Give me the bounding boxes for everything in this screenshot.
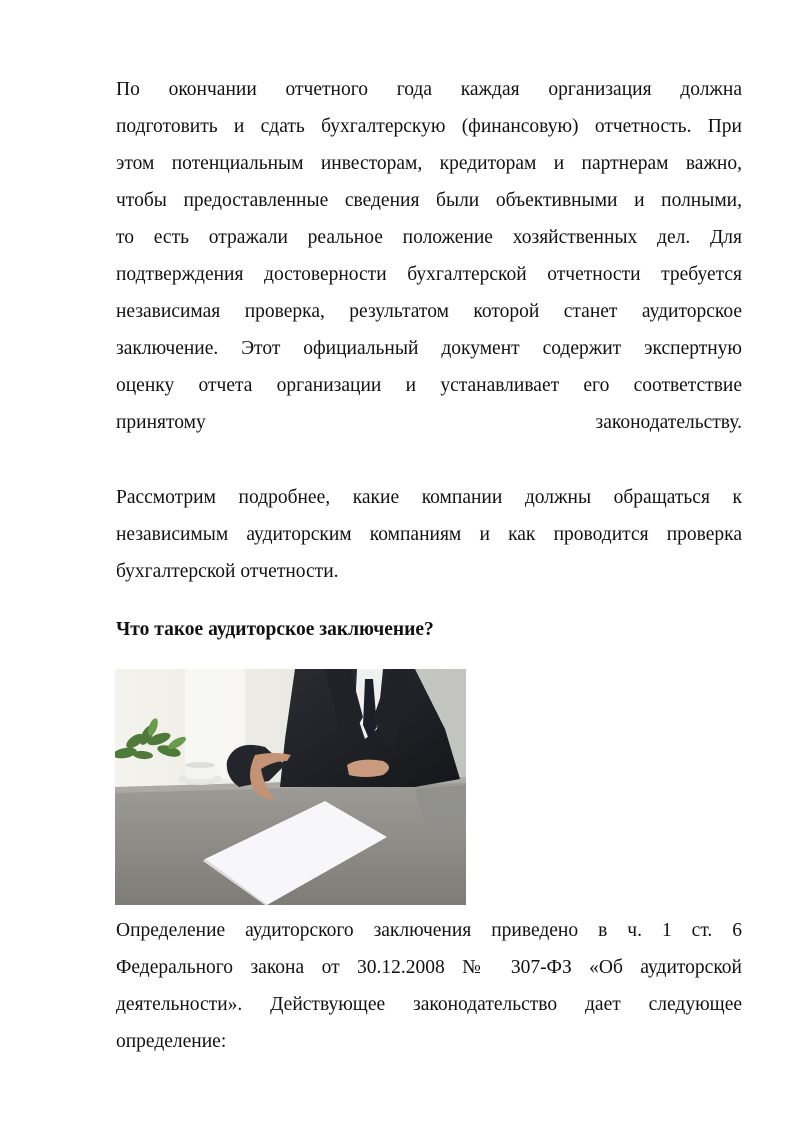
- text-line: Определение аудиторского заключения приведено в ч. 1 ст. 6: [116, 920, 742, 941]
- text-line: Рассмотрим подробнее, какие компании должны обращаться к: [116, 487, 742, 508]
- text-line: бухгалтерской отчетности.: [116, 561, 339, 582]
- section-heading: Что такое аудиторское заключение?: [116, 619, 434, 640]
- paragraph-overview: [116, 479, 742, 590]
- text-line: принятому законодательству.: [116, 412, 742, 433]
- paragraph-definition: [116, 912, 742, 1060]
- text-line: независимая проверка, результатом которой станет аудиторское: [116, 301, 742, 322]
- text-line: этом потенциальным инвесторам, кредиторам и партнерам важно,: [116, 153, 742, 174]
- text-line: определение:: [116, 1031, 227, 1052]
- business-meeting-photo: [115, 669, 466, 905]
- text-line: независимым аудиторским компаниям и как проводится проверка: [116, 524, 742, 545]
- text-line: заключение. Этот официальный документ содержит экспертную: [116, 338, 742, 359]
- text-line: подготовить и сдать бухгалтерскую (финансовую) отчетность. При: [116, 116, 742, 137]
- text-line: По окончании отчетного года каждая организация должна: [116, 79, 742, 100]
- text-line: деятельности». Действующее законодательство дает следующее: [116, 994, 742, 1015]
- text-line: Федерального закона от 30.12.2008 № 307-ФЗ «Об аудиторской: [116, 957, 742, 978]
- text-line: оценку отчета организации и устанавливает его соответствие: [116, 375, 742, 396]
- text-line: подтверждения достоверности бухгалтерской отчетности требуется: [116, 264, 742, 285]
- paragraph-intro: [116, 71, 742, 441]
- text-line: то есть отражали реальное положение хозяйственных дел. Для: [116, 227, 742, 248]
- text-line: чтобы предоставленные сведения были объективными и полными,: [116, 190, 742, 211]
